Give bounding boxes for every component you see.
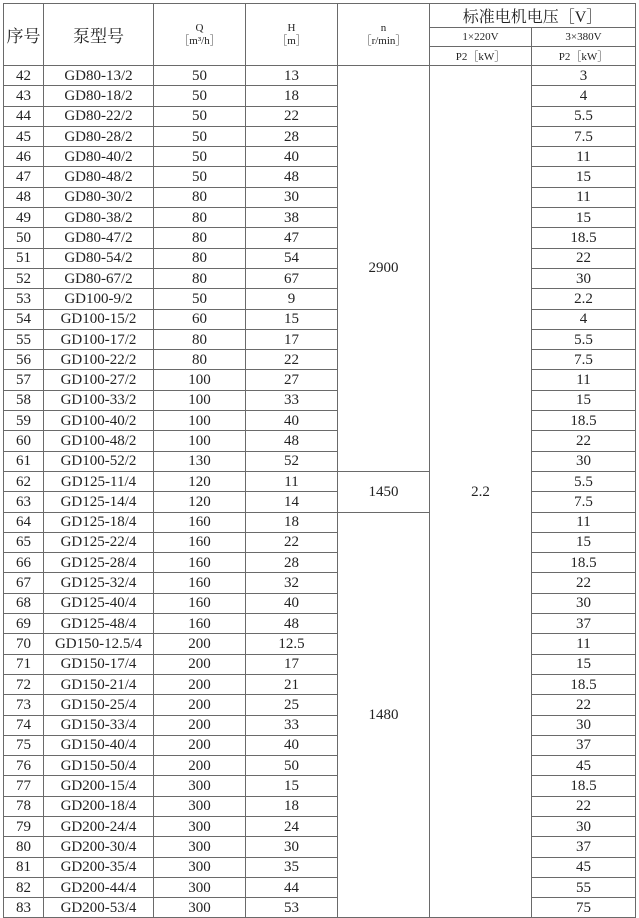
table-row [4,309,636,329]
row-flow: 300 [154,898,246,918]
row-index: 63 [4,492,44,512]
row-p2-three-phase: 18.5 [532,553,636,573]
row-p2-three-phase: 18.5 [532,674,636,694]
row-head: 35 [246,857,338,877]
row-p2-three-phase: 75 [532,898,636,918]
row-model: GD80-18/2 [44,86,154,106]
header-p2-single: P2［kW］ [430,47,532,66]
row-model: GD100-33/2 [44,390,154,410]
row-flow: 60 [154,309,246,329]
row-flow: 200 [154,695,246,715]
row-model: GD200-35/4 [44,857,154,877]
row-index: 50 [4,228,44,248]
row-p2-three-phase: 22 [532,573,636,593]
row-index: 44 [4,106,44,126]
row-flow: 120 [154,471,246,491]
row-p2-three-phase: 5.5 [532,329,636,349]
header-voltage-title: 标准电机电压［V］ [430,4,636,28]
row-flow: 50 [154,86,246,106]
row-p2-three-phase: 4 [532,86,636,106]
row-model: GD150-40/4 [44,735,154,755]
row-model: GD150-17/4 [44,654,154,674]
row-index: 47 [4,167,44,187]
table-row [4,573,636,593]
row-index: 82 [4,877,44,897]
row-head: 32 [246,573,338,593]
table-row [4,390,636,410]
row-head: 18 [246,86,338,106]
table-row [4,228,636,248]
row-model: GD125-28/4 [44,553,154,573]
row-flow: 80 [154,329,246,349]
row-index: 69 [4,614,44,634]
row-flow: 130 [154,451,246,471]
row-head: 27 [246,370,338,390]
row-p2-three-phase: 37 [532,614,636,634]
row-model: GD100-15/2 [44,309,154,329]
row-model: GD125-40/4 [44,593,154,613]
row-p2-three-phase: 11 [532,512,636,532]
row-model: GD150-50/4 [44,756,154,776]
row-p2-three-phase: 30 [532,451,636,471]
table-row [4,289,636,309]
table-row [4,411,636,431]
table-row [4,674,636,694]
row-index: 67 [4,573,44,593]
row-head: 17 [246,654,338,674]
row-index: 70 [4,634,44,654]
row-p2-three-phase: 30 [532,268,636,288]
row-head: 44 [246,877,338,897]
row-model: GD100-52/2 [44,451,154,471]
row-flow: 200 [154,735,246,755]
table-row [4,837,636,857]
row-index: 55 [4,329,44,349]
flow-symbol: Q [195,21,204,34]
row-model: GD200-15/4 [44,776,154,796]
row-p2-three-phase: 7.5 [532,350,636,370]
row-index: 45 [4,126,44,146]
table-row [4,776,636,796]
row-index: 68 [4,593,44,613]
row-head: 12.5 [246,634,338,654]
table-row [4,593,636,613]
pump-spec-table [3,3,636,918]
flow-unit: ［m³/h］ [178,34,221,47]
row-index: 71 [4,654,44,674]
row-flow: 50 [154,106,246,126]
row-model: GD80-22/2 [44,106,154,126]
row-index: 49 [4,208,44,228]
row-p2-three-phase: 11 [532,187,636,207]
row-index: 72 [4,674,44,694]
row-model: GD100-48/2 [44,431,154,451]
row-p2-three-phase: 7.5 [532,126,636,146]
row-model: GD200-18/4 [44,796,154,816]
row-head: 48 [246,614,338,634]
table-row [4,350,636,370]
row-index: 62 [4,471,44,491]
row-flow: 100 [154,370,246,390]
row-head: 48 [246,167,338,187]
row-index: 46 [4,147,44,167]
row-flow: 120 [154,492,246,512]
speed-group-cell: 1450 [338,471,430,512]
speed-group-cell: 1480 [338,512,430,918]
row-model: GD100-22/2 [44,350,154,370]
row-index: 76 [4,756,44,776]
table-row [4,492,636,512]
row-flow: 160 [154,614,246,634]
row-flow: 300 [154,837,246,857]
row-p2-three-phase: 30 [532,816,636,836]
row-flow: 160 [154,593,246,613]
row-index: 75 [4,735,44,755]
table-row [4,532,636,552]
row-p2-three-phase: 30 [532,715,636,735]
row-model: GD125-48/4 [44,614,154,634]
row-head: 40 [246,735,338,755]
row-flow: 160 [154,512,246,532]
row-index: 61 [4,451,44,471]
table-row [4,654,636,674]
row-index: 60 [4,431,44,451]
row-p2-three-phase: 3 [532,66,636,86]
row-model: GD100-27/2 [44,370,154,390]
row-p2-three-phase: 22 [532,431,636,451]
row-p2-three-phase: 22 [532,695,636,715]
row-model: GD80-30/2 [44,187,154,207]
row-head: 52 [246,451,338,471]
table-row [4,106,636,126]
row-head: 18 [246,796,338,816]
row-model: GD125-14/4 [44,492,154,512]
row-head: 67 [246,268,338,288]
table-row [4,756,636,776]
row-model: GD200-24/4 [44,816,154,836]
row-index: 52 [4,268,44,288]
row-p2-three-phase: 2.2 [532,289,636,309]
table-row [4,512,636,532]
row-head: 47 [246,228,338,248]
row-model: GD100-40/2 [44,411,154,431]
row-index: 64 [4,512,44,532]
row-p2-three-phase: 37 [532,735,636,755]
row-index: 54 [4,309,44,329]
header-single-phase: 1×220V [430,28,532,47]
row-flow: 160 [154,553,246,573]
row-flow: 80 [154,208,246,228]
row-flow: 200 [154,756,246,776]
header-p2-three: P2［kW］ [532,47,636,66]
row-head: 28 [246,126,338,146]
row-head: 18 [246,512,338,532]
row-index: 80 [4,837,44,857]
row-flow: 300 [154,796,246,816]
row-head: 22 [246,350,338,370]
row-p2-three-phase: 37 [532,837,636,857]
row-head: 38 [246,208,338,228]
table-row [4,66,636,86]
row-flow: 50 [154,147,246,167]
row-head: 11 [246,471,338,491]
row-flow: 200 [154,715,246,735]
row-p2-three-phase: 18.5 [532,776,636,796]
row-model: GD80-28/2 [44,126,154,146]
row-p2-three-phase: 45 [532,756,636,776]
row-flow: 100 [154,411,246,431]
row-p2-three-phase: 22 [532,248,636,268]
row-model: GD200-44/4 [44,877,154,897]
row-head: 40 [246,147,338,167]
row-index: 74 [4,715,44,735]
row-p2-three-phase: 15 [532,390,636,410]
row-model: GD80-40/2 [44,147,154,167]
table-body [4,66,636,918]
row-p2-three-phase: 22 [532,796,636,816]
row-flow: 80 [154,248,246,268]
table-row [4,451,636,471]
row-flow: 50 [154,126,246,146]
row-flow: 80 [154,228,246,248]
row-head: 22 [246,532,338,552]
row-head: 25 [246,695,338,715]
row-head: 48 [246,431,338,451]
table-row [4,431,636,451]
header-flow [154,4,246,66]
table-row [4,268,636,288]
table-row [4,248,636,268]
header-speed [338,4,430,66]
row-index: 66 [4,553,44,573]
row-flow: 300 [154,857,246,877]
row-p2-three-phase: 18.5 [532,411,636,431]
table-row [4,126,636,146]
row-index: 42 [4,66,44,86]
row-head: 22 [246,106,338,126]
row-model: GD100-9/2 [44,289,154,309]
row-index: 59 [4,411,44,431]
row-model: GD200-53/4 [44,898,154,918]
row-head: 15 [246,776,338,796]
row-p2-three-phase: 11 [532,370,636,390]
table-row [4,187,636,207]
row-model: GD150-21/4 [44,674,154,694]
row-flow: 300 [154,776,246,796]
header-head [246,4,338,66]
head-symbol: H [287,21,296,34]
table-row [4,735,636,755]
row-head: 54 [246,248,338,268]
row-head: 30 [246,837,338,857]
table-row [4,634,636,654]
table-row [4,208,636,228]
row-index: 77 [4,776,44,796]
row-p2-three-phase: 11 [532,634,636,654]
table-row [4,329,636,349]
row-model: GD80-54/2 [44,248,154,268]
row-index: 43 [4,86,44,106]
row-index: 81 [4,857,44,877]
row-model: GD125-32/4 [44,573,154,593]
row-index: 53 [4,289,44,309]
row-head: 9 [246,289,338,309]
row-index: 57 [4,370,44,390]
row-index: 79 [4,816,44,836]
table-row [4,471,636,491]
row-flow: 200 [154,634,246,654]
row-head: 28 [246,553,338,573]
table-row [4,857,636,877]
row-index: 51 [4,248,44,268]
row-head: 33 [246,715,338,735]
table-row [4,553,636,573]
row-model: GD150-33/4 [44,715,154,735]
row-model: GD80-48/2 [44,167,154,187]
table-row [4,370,636,390]
row-p2-three-phase: 15 [532,654,636,674]
row-model: GD80-38/2 [44,208,154,228]
speed-unit: ［r/min］ [360,34,407,47]
row-model: GD80-47/2 [44,228,154,248]
head-unit: ［m］ [276,34,307,47]
row-head: 30 [246,187,338,207]
row-flow: 300 [154,816,246,836]
row-head: 13 [246,66,338,86]
row-model: GD125-18/4 [44,512,154,532]
row-p2-three-phase: 15 [532,167,636,187]
row-model: GD150-12.5/4 [44,634,154,654]
row-p2-three-phase: 15 [532,532,636,552]
row-p2-three-phase: 4 [532,309,636,329]
row-index: 73 [4,695,44,715]
single-phase-p2-cell: 2.2 [430,66,532,918]
header-model: 泵型号 [44,4,154,66]
row-head: 50 [246,756,338,776]
row-index: 65 [4,532,44,552]
row-flow: 200 [154,654,246,674]
row-index: 48 [4,187,44,207]
row-head: 14 [246,492,338,512]
row-head: 40 [246,593,338,613]
header-three-phase: 3×380V [532,28,636,47]
row-p2-three-phase: 7.5 [532,492,636,512]
row-p2-three-phase: 45 [532,857,636,877]
row-model: GD80-13/2 [44,66,154,86]
header-index: 序号 [4,4,44,66]
row-flow: 80 [154,268,246,288]
row-flow: 50 [154,66,246,86]
row-flow: 80 [154,350,246,370]
row-p2-three-phase: 11 [532,147,636,167]
table-row [4,147,636,167]
row-head: 40 [246,411,338,431]
row-p2-three-phase: 30 [532,593,636,613]
row-p2-three-phase: 18.5 [532,228,636,248]
row-head: 53 [246,898,338,918]
row-head: 24 [246,816,338,836]
row-flow: 100 [154,431,246,451]
row-flow: 80 [154,187,246,207]
row-flow: 100 [154,390,246,410]
row-index: 56 [4,350,44,370]
row-head: 21 [246,674,338,694]
row-flow: 160 [154,532,246,552]
row-flow: 50 [154,167,246,187]
row-flow: 50 [154,289,246,309]
row-head: 15 [246,309,338,329]
row-index: 78 [4,796,44,816]
row-model: GD200-30/4 [44,837,154,857]
row-p2-three-phase: 15 [532,208,636,228]
row-flow: 200 [154,674,246,694]
row-head: 33 [246,390,338,410]
row-head: 17 [246,329,338,349]
row-index: 83 [4,898,44,918]
row-index: 58 [4,390,44,410]
row-p2-three-phase: 55 [532,877,636,897]
row-flow: 300 [154,877,246,897]
table-row [4,167,636,187]
row-model: GD100-17/2 [44,329,154,349]
row-p2-three-phase: 5.5 [532,471,636,491]
table-row [4,816,636,836]
table-row [4,796,636,816]
row-model: GD150-25/4 [44,695,154,715]
row-model: GD125-11/4 [44,471,154,491]
table-row [4,614,636,634]
row-model: GD125-22/4 [44,532,154,552]
speed-group-cell: 2900 [338,66,430,472]
table-row [4,715,636,735]
speed-symbol: n [380,21,387,34]
row-p2-three-phase: 5.5 [532,106,636,126]
table-row [4,695,636,715]
row-flow: 160 [154,573,246,593]
table-row [4,86,636,106]
table-row [4,877,636,897]
row-model: GD80-67/2 [44,268,154,288]
